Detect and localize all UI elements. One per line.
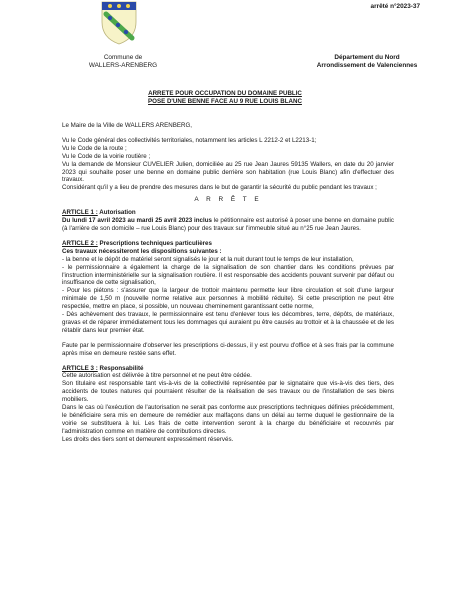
department-block bbox=[282, 54, 450, 70]
article-3-paragraph: Cette autorisation est délivrée à titre personnel et ne peut être cédée. bbox=[62, 372, 252, 380]
vu-cgct: Vu le Code général des collectivités territoriales, notamment les articles L 2212-2 et L2213-1; bbox=[62, 136, 317, 144]
article-1-heading: ARTICLE 1 : Autorisation bbox=[62, 209, 136, 217]
vu-demande: Vu la demande de Monsieur CUVELIER Julien, domiciliée au 25 rue Jean Jaures 59135 Wallers, en date du 20 janvier 2023 qui souhaite poser une benne en domaine public derrière son habitation (rue Louis Blanc) afin d'effectuer des travaux. bbox=[62, 160, 394, 184]
department-name: Département du Nord bbox=[334, 54, 400, 61]
article-2-item: - la benne et le dépôt de matériel seront signalisés le jour et la nuit durant tout le temps de leur installation, bbox=[62, 255, 354, 263]
document-title bbox=[60, 90, 390, 106]
article-1-text: Du lundi 17 avril 2023 au mardi 25 avril 2023 inclus le pétitionnaire est autorisé à poser une benne en domaine public (à l'arrière de son domicile – rue Louis Blanc) pour des travaux sur l'immeuble situé au n°25 rue Jean Jaures. bbox=[62, 217, 394, 232]
article-3-paragraph: Dans le cas où l'exécution de l'autorisation ne serait pas conforme aux prescriptions techniques définies précédemment, le bénéficiaire sera mis en demeure de remédier aux malfaçons dans un délai au terme duquel le gestionnaire de la voirie se substituera à lui. Les frais de cette intervention seront à la charge du bénéficiaire et recouvrés par l'administration comme en matière de contributions directes. bbox=[62, 404, 394, 435]
mayor-line: Le Maire de la Ville de WALLERS ARENBERG, bbox=[62, 122, 192, 129]
article-2-subheading: Ces travaux nécessiteront les dispositions suivantes : bbox=[62, 247, 222, 255]
article-2-item: - Pour les piétons : s'assurer que la largeur de trottoir maintenu permette leur libre circulation et soit d'une largeur minimale de 1,50 m (nouvelle norme relative aux personnes à mobilité réduite). Si cette prescription ne peut être respectée, mettre en place, si possible, un nouveau cheminement garantissant cette norme, bbox=[62, 287, 394, 311]
commune-name: WALLERS-ARENBERG bbox=[88, 62, 158, 69]
article-2-item: - le permissionnaire a également la charge de la signalisation de son chantier dans les conditions prévues par l'instruction interministérielle sur la signalisation routière. Il est responsable des accidents pouvant survenir par défaut ou insuffisance de cette signalisation, bbox=[62, 263, 394, 287]
arrondissement-name: Arrondissement de Valenciennes bbox=[316, 62, 418, 69]
article-2-closing: Faute par le permissionnaire d'observer les prescriptions ci-dessus, il y est pourvu d'office et à ses frais par la commune après mise en demeure restée sans effet. bbox=[62, 341, 394, 357]
commune-label: Commune de bbox=[103, 54, 143, 61]
commune-block bbox=[63, 54, 183, 70]
article-3-heading: ARTICLE 3 : Responsabilité bbox=[62, 364, 144, 372]
decree-reference: arrêté n°2023-37 bbox=[370, 3, 420, 10]
article-3-paragraph: Son titulaire est responsable tant vis-à-vis de la collectivité représentée par le signataire que vis-à-vis des tiers, des accidents de toutes natures qui pourraient résulter de la réalisation de ses travaux ou de l'installation de ses biens mobiliers. bbox=[62, 380, 394, 404]
document-body bbox=[62, 122, 394, 444]
vu-code-voirie: Vu le Code de la voirie routière ; bbox=[62, 152, 151, 160]
considerant: Considérant qu'il y a lieu de prendre des mesures dans le but de garantir la sécurité du public pendant les travaux ; bbox=[62, 184, 377, 192]
article-3-paragraph: Les droits des tiers sont et demeurent expressément réservés. bbox=[62, 435, 234, 443]
vu-code-route: Vu le Code de la route ; bbox=[62, 144, 127, 152]
title-line-1: ARRETE POUR OCCUPATION DU DOMAINE PUBLIC bbox=[148, 90, 302, 97]
article-2-item: - Dès achèvement des travaux, le permissionnaire est tenu d'enlever tous les décombres, terre, dépôts, de matériaux, gravas et de réparer immédiatement tous les dommages qui auraient pu être causés au trottoir et à la chaussée et de les rétablir dans leur premier état. bbox=[62, 311, 394, 334]
article-2-heading: ARTICLE 2 : Prescriptions techniques particulières bbox=[62, 239, 212, 247]
arrete-heading: A R R Ê T E bbox=[194, 196, 262, 204]
title-line-2: POSE D'UNE BENNE FACE AU 9 RUE LOUIS BLANC bbox=[148, 98, 302, 105]
coat-of-arms-logo bbox=[96, 0, 142, 46]
